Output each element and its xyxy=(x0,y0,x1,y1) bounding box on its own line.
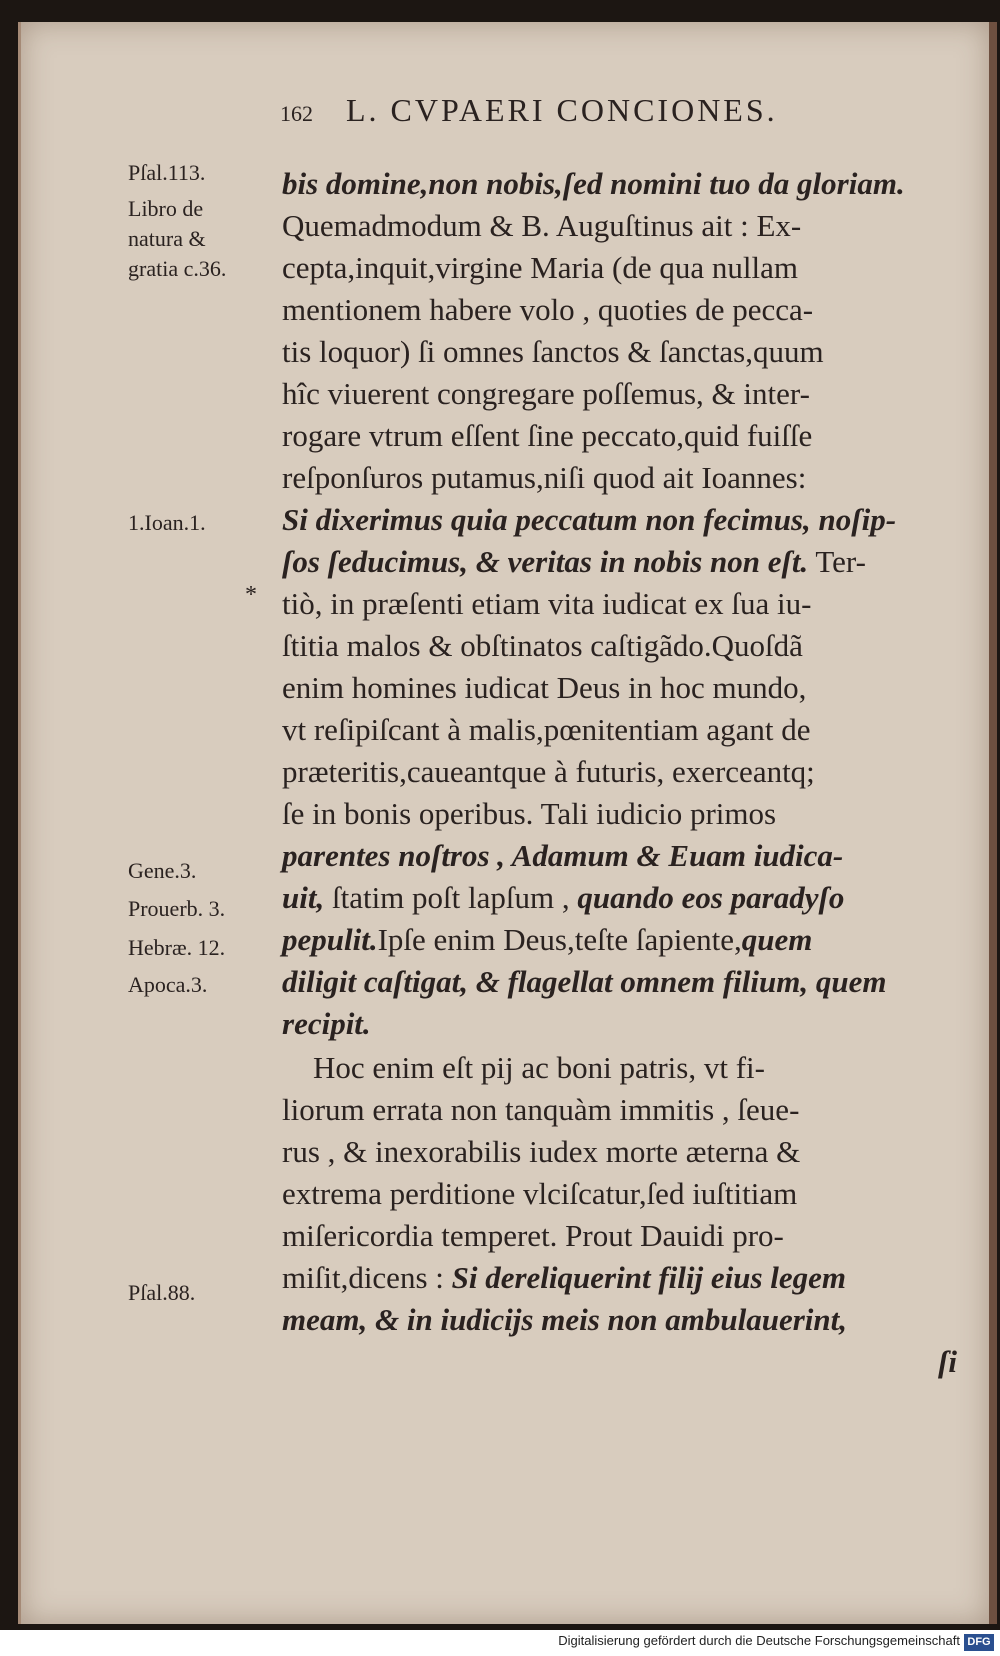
margin-note: natura & xyxy=(128,226,206,251)
text-line: liorum errata non tanquàm immitis , ſeue- xyxy=(282,1092,800,1127)
text-line: cepta,inquit,virgine Maria (de qua nullam xyxy=(282,250,798,285)
text-italic: quando eos paradyſo xyxy=(577,880,845,915)
text-line xyxy=(282,878,962,918)
margin-note: Gene.3. xyxy=(128,858,197,883)
text-line: bis domine,non nobis,ſed nomini tuo da gloriam. xyxy=(282,166,905,201)
text-line: parentes noſtros , Adamum & Euam iudica- xyxy=(282,838,844,873)
text-line: reſponſuros putamus,niſi quod ait Ioannes: xyxy=(282,460,807,495)
footer-bar xyxy=(0,1630,1000,1656)
margin-note: Prouerb. 3. xyxy=(128,896,226,921)
text-roman: Ipſe enim Deus,teſte ſapiente, xyxy=(377,922,742,957)
text-line: tiò, in præſenti etiam vita iudicat ex ſua iu- xyxy=(282,586,812,621)
text-line: miſericordia temperet. Prout Dauidi pro- xyxy=(282,1218,784,1253)
text-italic: pepulit. xyxy=(282,922,378,957)
text-line: Quemadmodum & B. Auguſtinus ait : Ex- xyxy=(282,208,802,243)
page-number: 162 xyxy=(280,101,313,126)
text-line: mentionem habere volo , quoties de pecca- xyxy=(282,292,814,327)
text-roman: Ter- xyxy=(808,544,866,579)
text-roman: miſit,dicens : xyxy=(282,1260,452,1295)
margin-note: Hebræ. 12. xyxy=(128,935,226,960)
margin-note: 1.Ioan.1. xyxy=(128,510,206,535)
text-italic: Si dereliquerint filij eius legem xyxy=(451,1260,847,1295)
text-line: præteritis,caueantque à futuris, exerceantq; xyxy=(282,754,815,789)
text-line xyxy=(282,542,962,582)
text-line: enim homines iudicat Deus in hoc mundo, xyxy=(282,670,807,705)
margin-note: Pſal.88. xyxy=(128,1280,196,1305)
text-line: meam, & in iudicijs meis non ambulauerint, xyxy=(282,1302,847,1337)
text-line: ſtitia malos & obſtinatos caſtigãdo.Quoſdã xyxy=(282,628,803,663)
text-line: recipit. xyxy=(282,1006,371,1041)
footer-credit: Digitalisierung gefördert durch die Deutsche Forschungsgemeinschaft xyxy=(558,1633,960,1648)
text-line: extrema perditione vlciſcatur,ſed iuſtitiam xyxy=(282,1176,798,1211)
text-line: tis loquor) ſi omnes ſanctos & ſanctas,quum xyxy=(282,334,824,369)
margin-note: Pſal.113. xyxy=(128,160,206,185)
text-line: Hoc enim eſt pij ac boni patris, vt fi- xyxy=(282,1050,765,1085)
text-line xyxy=(282,920,962,960)
text-italic: quem xyxy=(741,922,813,957)
text-line xyxy=(282,1258,962,1298)
margin-note: gratia c.36. xyxy=(128,256,227,281)
running-title: L. CVPAERI CONCIONES. xyxy=(346,92,778,128)
text-line: vt reſipiſcant à malis,pœnitentiam agant de xyxy=(282,712,811,747)
text-line: rogare vtrum eſſent ſine peccato,quid fuiſſe xyxy=(282,418,813,453)
text-line: ſe in bonis operibus. Tali iudicio primos xyxy=(282,796,777,831)
text-italic: ſos ſeducimus, & veritas in nobis non eſt. xyxy=(282,544,809,579)
text-line: rus , & inexorabilis iudex morte æterna & xyxy=(282,1134,801,1169)
text-line: hîc viuerent congregare poſſemus, & inter- xyxy=(282,376,810,411)
text-line: diligit caſtigat, & flagellat omnem filium, quem xyxy=(282,964,887,999)
catchword: ſi xyxy=(938,1344,957,1379)
asterisk-mark: * xyxy=(245,582,257,608)
running-head xyxy=(280,92,920,129)
text-italic: uit, xyxy=(282,880,325,915)
text-line: Si dixerimus quia peccatum non fecimus, noſip- xyxy=(282,502,897,537)
margin-note: Apoca.3. xyxy=(128,972,208,997)
margin-note: Libro de xyxy=(128,196,204,221)
dfg-logo: DFG xyxy=(964,1634,994,1651)
text-roman: ſtatim poſt lapſum , xyxy=(324,880,578,915)
